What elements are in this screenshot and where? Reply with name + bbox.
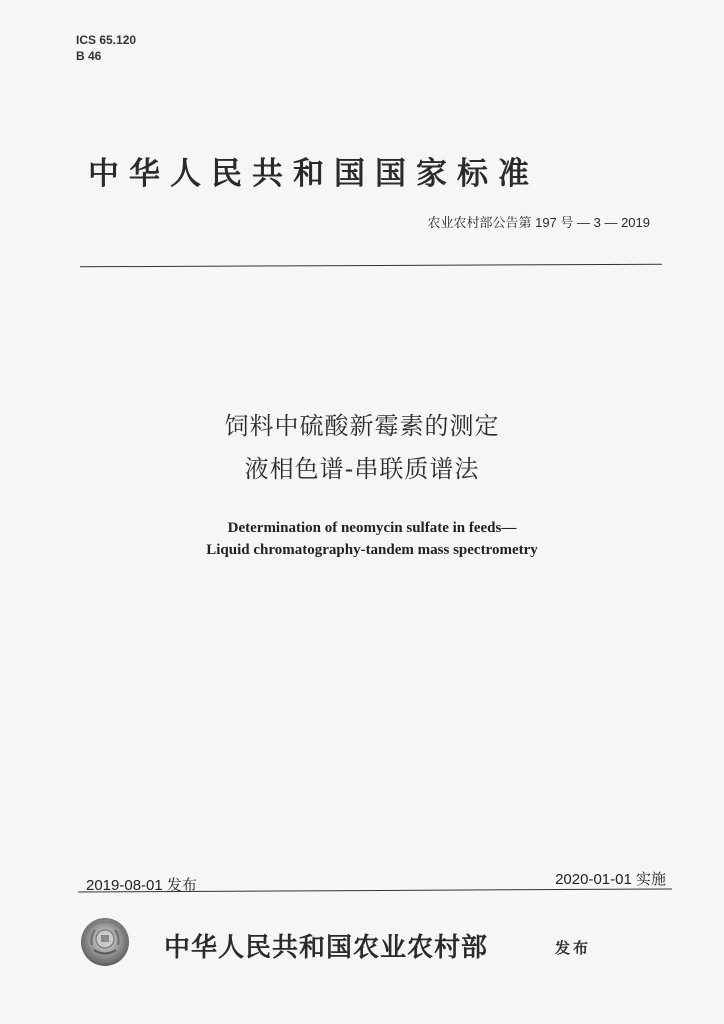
- document-title-en-line1: Determination of neomycin sulfate in feeds—: [227, 520, 517, 536]
- standard-type-title: 中华人民共和国国家标准: [88, 156, 539, 192]
- publish-label: 发布: [555, 939, 592, 957]
- document-title-zh-line1: 饲料中硫酸新霉素的测定: [224, 412, 500, 440]
- document-title-zh-line2: 液相色谱-串联质谱法: [244, 455, 480, 483]
- header-divider: [80, 264, 662, 268]
- ministry-seal-icon: [80, 917, 130, 967]
- classification-codes: [76, 32, 136, 64]
- document-title-en-line2: Liquid chromatography-tandem mass spectrometry: [206, 542, 538, 558]
- ics-code: ICS 65.120: [76, 33, 137, 47]
- standard-number: 农业农村部公告第 197 号 — 3 — 2019: [427, 215, 650, 230]
- ccs-code: B 46: [76, 49, 102, 63]
- implementation-date: 2020-01-01 实施: [555, 871, 666, 888]
- publisher-name: 中华人民共和国农业农村部: [164, 933, 489, 963]
- issue-date: 2019-08-01 发布: [86, 877, 197, 894]
